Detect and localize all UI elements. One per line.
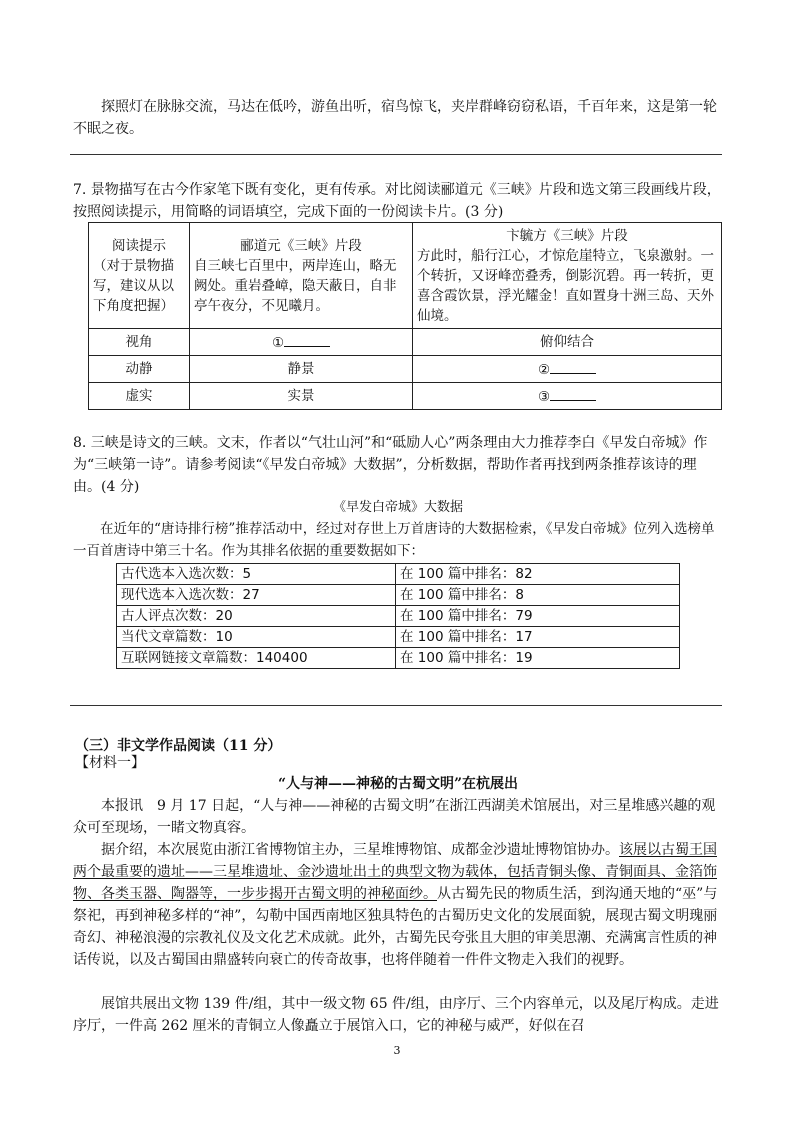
row-label: 虚实 [89,383,190,410]
hint-header: 阅读提示 [112,237,166,254]
table-row [117,606,680,627]
divider-middle [70,705,722,706]
data-left: 当代文章篇数：10 [117,627,396,648]
lidaoyuan-title: 郦道元《三峡》片段 [240,237,362,254]
question-7-stem: 7. 景物描写在古今作家笔下既有变化，更有传承。对比阅读郦道元《三峡》片段和选文第三段画线片段，按照阅读提示，用简略的词语填空，完成下面的一份阅读卡片。(3 分) [73,182,721,220]
bianyufang-cell [413,223,722,329]
row-value: 实景 [190,383,413,410]
row-label: 视角 [89,329,190,356]
answer-cell-3[interactable]: ③ [413,383,722,410]
row-value: 俯仰结合 [413,329,722,356]
news-title: “人与神——神秘的古蜀文明”在杭展出 [277,776,519,792]
table-row [117,648,680,669]
data-right: 在 100 篇中排名：17 [396,627,680,648]
lidaoyuan-text: 自三峡七百里中，两岸连山，略无阙处。重岩叠嶂，隐天蔽日，自非亭午夜分，不见曦月。 [194,257,397,314]
data-right: 在 100 篇中排名：79 [396,606,680,627]
underlined-sentence: 该展以古蜀王国两个最重要的遗址——三星堆遗址、金沙遗址出土的典型文物为载体，包括青铜头像、青铜面具、金箔饰物、各类玉器、陶器等，一步步揭开古蜀文明的神秘面纱。 [73,842,717,902]
reading-card-table [88,222,722,410]
data-right: 在 100 篇中排名：82 [396,564,680,585]
table-row [117,627,680,648]
lidaoyuan-cell [190,223,413,329]
data-intro: 在近年的“唐诗排行榜”推荐活动中，经过对存世上万首唐诗的大数据检索，《早发白帝城》位列入选榜单一百首唐诗中第三十名。作为其排名依据的重要数据如下： [73,521,715,559]
data-left: 现代选本入选次数：27 [117,585,396,606]
hint-cell [89,223,190,329]
table-row [117,585,680,606]
data-title: 《早发白帝城》大数据 [332,500,463,515]
news-para-3: 展馆共展出文物 139 件/组，其中一级文物 65 件/组，由序厅、三个内容单元，以及尾厅构成。走进序厅，一件高 262 厘米的青铜立人像矗立于展馆入口，它的神秘与威严，好似在召 [73,996,719,1034]
hint-note: （对于景物描写，建议从以下角度把握） [93,257,174,314]
page-number: 3 [393,1044,401,1057]
row-value: 静景 [190,356,413,383]
top-passage: 探照灯在脉脉交流，马达在低吟，游鱼出听，宿鸟惊飞，夹岸群峰窃窃私语，千百年来，这是第一轮不眠之夜。 [73,99,717,137]
news-para-2: 据介绍，本次展览由浙江省博物馆主办，三星堆博物馆、成都金沙遗址博物馆协办。该展以古蜀王国两个最重要的遗址——三星堆遗址、金沙遗址出土的典型文物为载体，包括青铜头像、青铜面具、金箔饰物、各类玉器、陶器等，一步步揭开古蜀文明的神秘面纱。从古蜀先民的物质生活，到沟通天地的“巫”与祭祀，再到神秘多样的“神”，勾勒中国西南地区独具特色的古蜀历史文化的发展面貌，展现古蜀文明瑰丽奇幻、神秘浪漫的宗教礼仪及文化艺术成就。此外，古蜀先民夸张且大胆的审美思潮、充满寓言性质的神话传说，以及古蜀国由鼎盛转向衰亡的传奇故事，也将伴随着一件件文物走入我们的视野。 [73,842,718,968]
answer-cell-2[interactable]: ② [413,356,722,383]
data-left: 互联网链接文章篇数：140400 [117,648,396,669]
row-label: 动静 [89,356,190,383]
answer-cell-1[interactable]: ① [190,329,413,356]
news-para-1: 本报讯 9 月 17 日起，“人与神——神秘的古蜀文明”在浙江西湖美术馆展出，对三星堆感兴趣的观众可至现场，一睹文物真容。 [73,798,716,836]
poem-data-table [116,563,680,669]
data-left: 古代选本入选次数：5 [117,564,396,585]
material-label: 【材料一】 [75,755,145,771]
question-8-stem: 8. 三峡是诗文的三峡。文末，作者以“气壮山河”和“砥励人心”两条理由大力推荐李白《早发白帝城》作为“三峡第一诗”。请参考阅读“《早发白帝城》大数据”，分析数据，帮助作者再找到两条推荐该诗的理由。(4 分) [73,435,708,495]
data-right: 在 100 篇中排名：8 [396,585,680,606]
divider-top [70,154,722,155]
table-row [89,356,722,383]
bianyufang-text: 方此时，船行江心，才惊危崖特立，飞泉激射。一个转折，又讶峰峦叠秀，倒影沉碧。再一转折，更喜含霞饮景，浮光耀金！直如置身十洲三岛、天外仙境。 [417,247,714,324]
data-left: 古人评点次数：20 [117,606,396,627]
section-heading: （三）非文学作品阅读（11 分） [75,738,282,754]
table-row [89,329,722,356]
table-row [117,564,680,585]
table-row [89,383,722,410]
data-right: 在 100 篇中排名：19 [396,648,680,669]
bianyufang-title: 卞毓方《三峡》片段 [506,227,628,244]
